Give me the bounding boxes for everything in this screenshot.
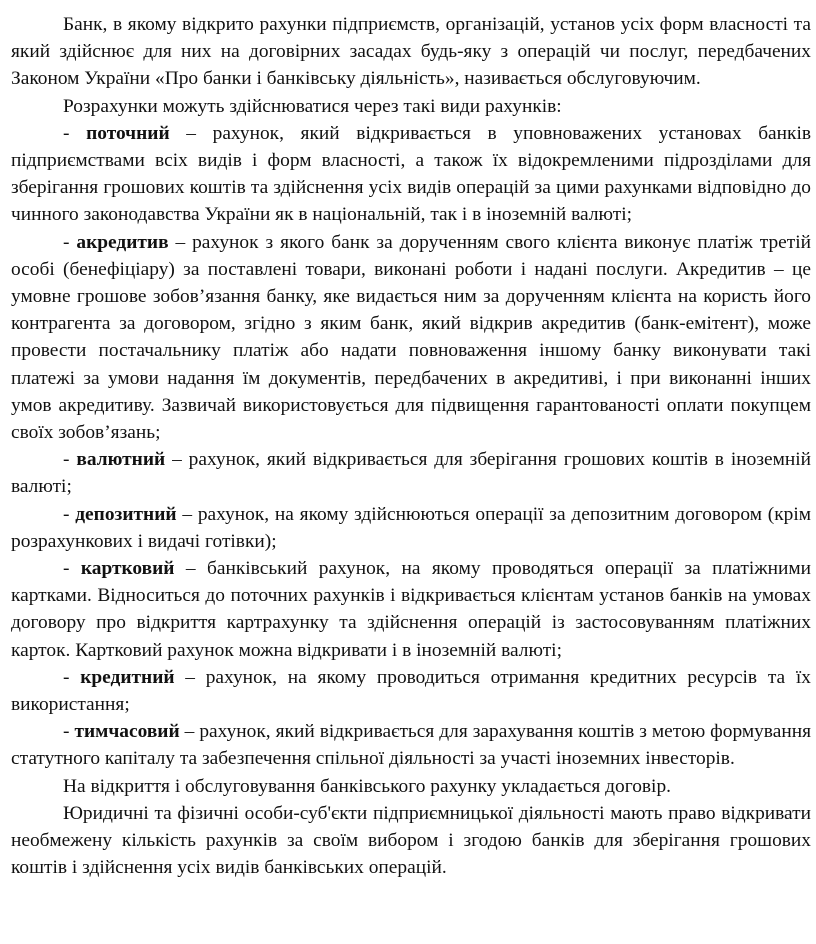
account-term: тимчасовий [74,721,180,743]
account-type-item [11,718,811,772]
account-type-item [11,446,811,500]
account-type-item [11,555,811,664]
account-definition: – рахунок, який відкривається в уповноважених установах банків підприємствами всіх видів і форм власності, а також їх відокремленими підрозділами для зберігання грошових коштів та здійснення усіх видів операцій за цими рахунками відповідно до чинного законодавства України як в національній, так і в іноземній валюті; [11,122,812,226]
account-definition: – банківський рахунок, на якому проводяться операції за платіжними картками. Відноситься до поточних рахунків і відкривається клієнтам установ банків на умовах договору про відкриття картрахунку та здійснення операцій із застосовуванням платіжних карток. Картковий рахунок можна відкривати і в іноземній валюті; [11,558,812,661]
item-dash: - [63,122,87,144]
account-type-item [11,120,811,229]
account-type-item [11,664,811,718]
account-term: валютний [76,449,166,471]
item-dash: - [63,558,81,580]
account-definition: – рахунок, на якому здійснюються операції за депозитним договором (крім розрахункових і видачі готівки); [11,503,811,552]
account-term: поточний [86,122,170,144]
item-dash: - [63,449,77,471]
account-type-item [11,501,811,555]
item-dash: - [63,721,75,743]
item-dash: - [63,666,81,688]
contract-paragraph: На відкриття і обслуговування банківського рахунку укладається договір. [63,775,671,797]
item-dash: - [63,231,77,253]
account-term: акредитив [76,231,169,253]
account-term: депозитний [75,503,177,525]
intro-paragraph: Банк, в якому відкрито рахунки підприємств, організацій, установ усіх форм власності та який здійснює для них на договірних засадах будь-яку з операцій чи послуг, передбачених Законом України «Про банки і банківську діяльність», називається обслуговуючим. [11,14,811,90]
account-definition: – рахунок з якого банк за дорученням свого клієнта виконує платіж третій особі (бенефіціару) за поставлені товари, виконані роботи і надані послуги. Акредитив – це умовне грошове зобов’язання банку, яке видається ним за дорученням клієнта на користь його контрагента за договором, згідно з яким банк, який відкрив акредитив (банк-емітент), може провести постачальнику платіж або надати повноваження іншому банку виконувати такі платежі за умови надання їм документів, передбачених в акредитиві, і при виконанні інших умов акредитиву. Зазвичай використовується для підвищення гарантованості оплати покупцем своїх зобов’язань; [11,231,811,444]
closing-paragraph: Юридичні та фізичні особи-суб'єкти підприємницької діяльності мають право відкривати необмежену кількість рахунків за своїм вибором і згодою банків для зберігання грошових коштів і здійснення усіх видів банківських операцій. [11,802,811,879]
account-term: кредитний [80,666,175,688]
account-term: картковий [80,558,175,580]
account-definition: – рахунок, на якому проводиться отримання кредитних ресурсів та їх використання; [11,666,811,716]
account-definition: – рахунок, який відкривається для зарахування коштів з метою формування статутного капіталу та забезпечення спільної діяльності за участі іноземних інвесторів. [11,721,811,770]
account-definition: – рахунок, який відкривається для зберігання грошових коштів в іноземній валюті; [11,449,811,498]
item-dash: - [63,503,76,525]
account-type-item [11,229,811,447]
lead-paragraph: Розрахунки можуть здійснюватися через такі види рахунків: [63,95,562,117]
